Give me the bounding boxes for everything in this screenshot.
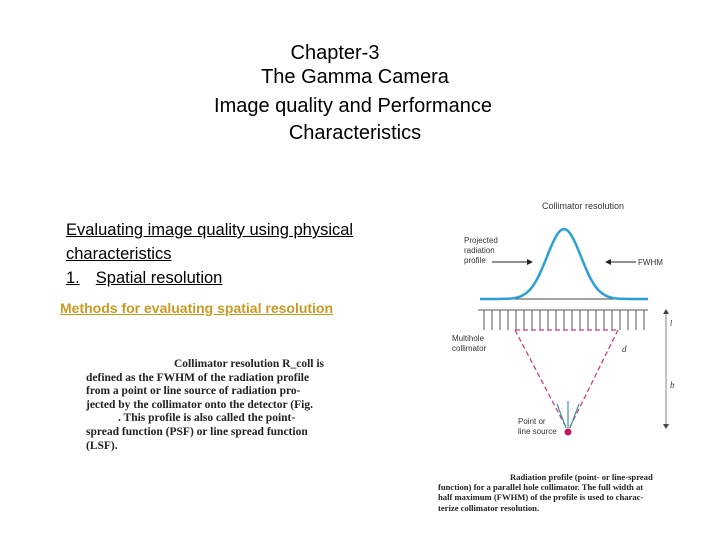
caption-line: terize collimator resolution. [438,502,540,513]
label-multihole-1: Multihole [452,334,485,343]
label-projected-1: Projected [464,236,498,245]
radiation-profile-curve [480,229,648,299]
label-source-1: Point or [518,417,546,426]
point-source-dot [565,429,572,436]
caption-line: Radiation profile (point- or line-spread [510,472,653,482]
label-d: d [622,344,627,354]
excerpt-line: spread function (PSF) or line spread function [86,425,308,438]
label-fwhm: FWHM [638,258,663,267]
ray-right [568,330,618,431]
label-multihole-2: collimator [452,344,487,353]
label-b: b [670,380,675,390]
axis-arrow-bottom [663,424,669,429]
label-l: l [670,319,673,328]
label-source-2: line source [518,427,557,436]
excerpt-line: from a point or line source of radiation pro- [86,385,301,398]
figure-title: Collimator resolution [542,201,625,211]
figure-caption [438,472,683,513]
emission-arrows [557,401,579,428]
emission-arrow [570,404,579,428]
title-line-2: The Gamma Camera [261,66,449,88]
excerpt-line: (LSF). [86,439,118,452]
excerpt-line: jected by the collimator onto the detector (Fig. [86,398,313,411]
list-item-text: Spatial resolution [95,269,223,287]
caption-line: half maximum (FWHM) of the profile is used to charac- [438,492,644,503]
list-item-number: 1. [66,269,80,287]
excerpt-line: defined as the FWHM of the radiation profile [86,371,310,384]
excerpt-line: . This profile is also called the point- [118,412,296,425]
caption-line: function) for a parallel hole collimator. The full width at [438,482,644,493]
excerpt-line: Collimator resolution R_coll is [174,358,325,370]
label-projected-3: profile [464,256,486,265]
ray-left [515,330,568,431]
projected-arrowhead [527,259,533,265]
emission-arrow [557,404,566,428]
title-line-1: Chapter-3 [290,42,380,64]
list-item-spatial-resolution [66,269,222,288]
label-projected-2: radiation [464,246,495,255]
title-line-4: Characteristics [288,122,422,144]
title-line-3: Image quality and Performance [214,95,492,117]
fwhm-arrowhead [605,259,611,265]
textbook-excerpt [86,358,330,453]
collimator-septa [484,310,644,330]
methods-heading: Methods for evaluating spatial resolution [60,300,334,316]
body-line-2: characteristics [66,245,172,263]
axis-arrow-top [663,309,669,314]
body-line-1: Evaluating image quality using physical [66,221,354,239]
